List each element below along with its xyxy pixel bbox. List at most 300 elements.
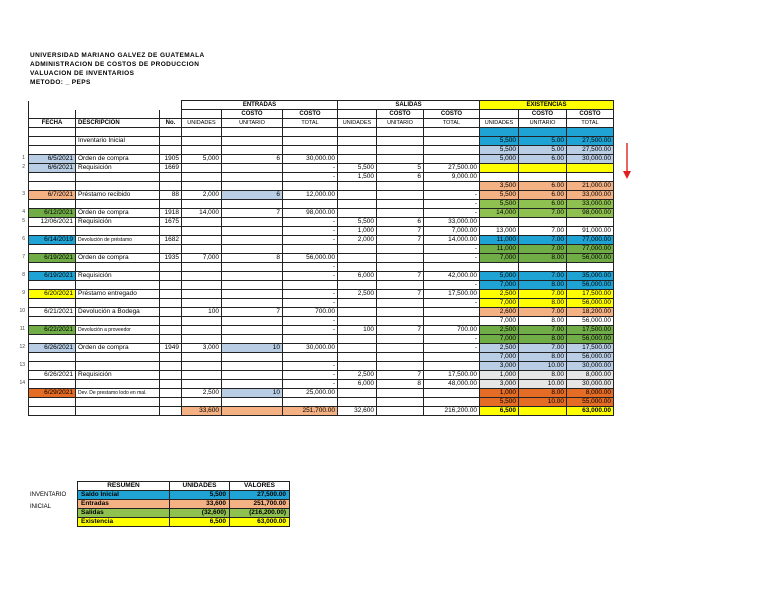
total-existencia-unidades: 6,500: [480, 406, 519, 415]
fecha-cell: 6/7/2021: [29, 190, 76, 199]
title-university: UNIVERSIDAD MARIANO GALVEZ DE GUATEMALA: [30, 52, 205, 59]
entrada-unidades-cell: [182, 316, 222, 325]
row-number: 2: [22, 164, 25, 170]
salida-costo-cell: [377, 181, 424, 190]
descripcion-cell: Requisición: [76, 217, 160, 226]
existencia-unidades-cell: 5,500: [480, 145, 519, 154]
existencia-unidades-cell: [480, 163, 519, 172]
entrada-unidades-cell: 100: [182, 307, 222, 316]
salida-total-cell: [424, 181, 480, 190]
existencia-total-cell: 77,000.00: [567, 244, 614, 253]
salida-total-cell: -: [424, 244, 480, 253]
entrada-total-cell: -: [283, 172, 338, 181]
existencia-unidades-cell: 3,000: [480, 361, 519, 370]
existencia-unidades-cell: 2,600: [480, 307, 519, 316]
existencia-costo-cell: 6.00: [519, 181, 567, 190]
salida-unidades-cell: [338, 298, 377, 307]
fecha-cell: [29, 379, 76, 388]
entrada-unidades-cell: [182, 271, 222, 280]
existencia-total-cell: 30,000.00: [567, 361, 614, 370]
fecha-cell: 6/20/2021: [29, 289, 76, 298]
salida-unidades-cell: 5,500: [338, 217, 377, 226]
entrada-total-cell: -: [283, 262, 338, 271]
entrada-total-cell: -: [283, 271, 338, 280]
entrada-unidades-cell: [182, 361, 222, 370]
entrada-unidades-cell: [182, 397, 222, 406]
no-cell: [160, 226, 182, 235]
existencia-costo-cell: 8.00: [519, 370, 567, 379]
entrada-costo-cell: [222, 361, 283, 370]
descripcion-cell: [76, 145, 160, 154]
entrada-total-cell: -: [283, 235, 338, 244]
down-arrow-icon: [623, 143, 631, 179]
descripcion-header: DESCRIPCION: [76, 119, 160, 128]
table-row: [29, 334, 614, 343]
descripcion-cell: [76, 199, 160, 208]
inventory-table: [28, 100, 614, 416]
entrada-costo-cell: [222, 262, 283, 271]
salida-total-cell: [424, 361, 480, 370]
salida-unidades-cell: 1,000: [338, 226, 377, 235]
salida-costo-cell: [377, 280, 424, 289]
salida-total-cell: [424, 388, 480, 397]
salida-costo-cell: [377, 316, 424, 325]
salida-unidades-cell: [338, 280, 377, 289]
salida-total-cell: [424, 145, 480, 154]
descripcion-cell: Requisición: [76, 370, 160, 379]
row-number: 10: [19, 308, 25, 314]
fecha-cell: [29, 298, 76, 307]
entrada-total-cell: -: [283, 289, 338, 298]
table-row: [29, 172, 614, 181]
existencia-unidades-cell: 2,500: [480, 325, 519, 334]
existencia-costo-cell: 6.00: [519, 199, 567, 208]
entrada-costo-cell: [222, 397, 283, 406]
existencia-total-cell: 98,000.00: [567, 208, 614, 217]
salida-costo-cell: [377, 397, 424, 406]
salida-total-cell: 17,500.00: [424, 289, 480, 298]
salida-total-cell: 700.00: [424, 325, 480, 334]
entrada-unidades-cell: 2,500: [182, 388, 222, 397]
salida-unidades-cell: [338, 136, 377, 145]
no-cell: [160, 397, 182, 406]
row-number: 14: [19, 380, 25, 386]
totals-row: [29, 406, 614, 415]
existencia-costo-cell: 10.00: [519, 361, 567, 370]
fecha-cell: [29, 128, 76, 137]
resumen-row: [78, 518, 290, 527]
no-cell: [160, 262, 182, 271]
salida-total-cell: 9,000.00: [424, 172, 480, 181]
entrada-unidades-cell: [182, 289, 222, 298]
descripcion-cell: [76, 244, 160, 253]
existencia-unidades-cell: 13,000: [480, 226, 519, 235]
salida-total-cell: 33,000.00: [424, 217, 480, 226]
existencia-total-cell: 56,000.00: [567, 253, 614, 262]
fecha-cell: 6/29/2021: [29, 388, 76, 397]
fecha-cell: 6/22/2021: [29, 325, 76, 334]
existencia-total-cell: 18,200.00: [567, 307, 614, 316]
table-row: [29, 217, 614, 226]
table-row: [29, 199, 614, 208]
salidas-header: SALIDAS: [338, 101, 480, 110]
entrada-total-cell: [283, 352, 338, 361]
entrada-unidades-cell: 14,000: [182, 208, 222, 217]
entrada-costo-cell: [222, 352, 283, 361]
descripcion-cell: Devolución de préstamo: [76, 235, 160, 244]
existencia-total-cell: 56,000.00: [567, 280, 614, 289]
resumen-valores-header: VALORES: [230, 482, 290, 491]
table-row: [29, 370, 614, 379]
fecha-cell: 6/21/2021: [29, 307, 76, 316]
table-row: [29, 226, 614, 235]
row-number: 5: [22, 218, 25, 224]
resumen-table: [77, 481, 290, 527]
existencia-total-cell: 77,000.00: [567, 235, 614, 244]
no-cell: [160, 271, 182, 280]
no-cell: 1949: [160, 343, 182, 352]
descripcion-cell: Orden de compra: [76, 253, 160, 262]
no-cell: [160, 370, 182, 379]
table-row: [29, 379, 614, 388]
salida-unidades-cell: [338, 316, 377, 325]
row-number: 12: [19, 344, 25, 350]
entrada-costo-cell: [222, 226, 283, 235]
existencia-costo-cell: 7.00: [519, 343, 567, 352]
salida-unidades-cell: [338, 262, 377, 271]
descripcion-cell: [76, 181, 160, 190]
entrada-unidades-cell: [182, 280, 222, 289]
resumen-unidades: (32,600): [170, 509, 230, 518]
salida-unidades-cell: 100: [338, 325, 377, 334]
salida-total-cell: 17,500.00: [424, 370, 480, 379]
unitario-header: UNITARIO: [222, 119, 283, 128]
no-cell: [160, 379, 182, 388]
table-row: [29, 154, 614, 163]
entrada-unidades-cell: 2,000: [182, 190, 222, 199]
salida-unidades-cell: [338, 128, 377, 137]
table-row: [29, 352, 614, 361]
entrada-unidades-cell: [182, 262, 222, 271]
table-row: [29, 181, 614, 190]
salida-unidades-cell: [338, 343, 377, 352]
no-cell: [160, 325, 182, 334]
fecha-cell: 12/06/2021: [29, 217, 76, 226]
existencia-total-cell: 56,000.00: [567, 352, 614, 361]
salida-costo-cell: [377, 334, 424, 343]
descripcion-cell: [76, 379, 160, 388]
entrada-unidades-cell: [182, 128, 222, 137]
total-salidas-valor: 216,200.00: [424, 406, 480, 415]
table-row: [29, 271, 614, 280]
table-row: [29, 190, 614, 199]
descripcion-cell: Dev. De prestamo lodo en mal.: [76, 388, 160, 397]
salida-total-cell: 14,000.00: [424, 235, 480, 244]
entrada-costo-cell: [222, 163, 283, 172]
entrada-costo-cell: [222, 370, 283, 379]
existencia-unidades-cell: 7,000: [480, 280, 519, 289]
entrada-total-cell: [283, 199, 338, 208]
total-header: TOTAL: [567, 119, 614, 128]
salida-unidades-cell: 6,000: [338, 271, 377, 280]
existencia-costo-cell: 5.00: [519, 145, 567, 154]
table-row: [29, 325, 614, 334]
salida-costo-cell: [377, 388, 424, 397]
resumen-side-label: INVENTARIO: [30, 492, 67, 498]
fecha-cell: [29, 172, 76, 181]
salida-total-cell: -: [424, 199, 480, 208]
entrada-unidades-cell: [182, 136, 222, 145]
fecha-cell: [29, 361, 76, 370]
fecha-cell: [29, 226, 76, 235]
existencia-total-cell: 27,500.00: [567, 145, 614, 154]
salida-unidades-cell: 1,500: [338, 172, 377, 181]
entrada-unidades-cell: 7,000: [182, 253, 222, 262]
salida-costo-cell: 5: [377, 163, 424, 172]
descripcion-cell: [76, 316, 160, 325]
salida-costo-cell: [377, 262, 424, 271]
fecha-header: FECHA: [29, 119, 76, 128]
salida-total-cell: 7,000.00: [424, 226, 480, 235]
entrada-unidades-cell: [182, 172, 222, 181]
salida-unidades-cell: [338, 145, 377, 154]
existencia-unidades-cell: 5,500: [480, 190, 519, 199]
fecha-cell: [29, 334, 76, 343]
no-cell: [160, 145, 182, 154]
no-cell: [160, 172, 182, 181]
existencia-total-cell: 17,500.00: [567, 325, 614, 334]
entrada-costo-cell: 8: [222, 253, 283, 262]
fecha-cell: 6/19/2021: [29, 271, 76, 280]
existencia-total-cell: 33,000.00: [567, 199, 614, 208]
no-cell: [160, 388, 182, 397]
entrada-total-cell: 98,000.00: [283, 208, 338, 217]
entrada-costo-cell: [222, 128, 283, 137]
unidades-header: UNIDADES: [338, 119, 377, 128]
entrada-costo-cell: [222, 280, 283, 289]
salida-total-cell: -: [424, 280, 480, 289]
no-cell: [160, 244, 182, 253]
salida-unidades-cell: [338, 208, 377, 217]
table-row: [29, 280, 614, 289]
salida-unidades-cell: 6,000: [338, 379, 377, 388]
entrada-unidades-cell: [182, 334, 222, 343]
table-row: [29, 208, 614, 217]
table-row: [29, 136, 614, 145]
existencia-total-cell: 8,000.00: [567, 388, 614, 397]
salida-unidades-cell: [338, 361, 377, 370]
salida-costo-cell: 6: [377, 217, 424, 226]
salida-costo-cell: [377, 128, 424, 137]
salida-unidades-cell: [338, 397, 377, 406]
total-entradas-unidades: 33,600: [182, 406, 222, 415]
fecha-cell: [29, 181, 76, 190]
entrada-unidades-cell: [182, 226, 222, 235]
no-cell: [160, 136, 182, 145]
salida-unidades-cell: [338, 154, 377, 163]
table-row: [29, 253, 614, 262]
table-row: [29, 388, 614, 397]
no-cell: [160, 352, 182, 361]
salida-total-cell: -: [424, 343, 480, 352]
descripcion-cell: Orden de compra: [76, 208, 160, 217]
entradas-header: ENTRADAS: [182, 101, 338, 110]
descripcion-cell: Requisición: [76, 163, 160, 172]
existencia-total-cell: 21,000.00: [567, 181, 614, 190]
resumen-title: RESUMEN: [78, 482, 170, 491]
existencia-costo-cell: 8.00: [519, 388, 567, 397]
entrada-total-cell: [283, 334, 338, 343]
salida-total-cell: [424, 154, 480, 163]
existencia-total-cell: 56,000.00: [567, 316, 614, 325]
entrada-total-cell: -: [283, 325, 338, 334]
entrada-costo-cell: [222, 298, 283, 307]
entrada-total-cell: [283, 397, 338, 406]
fecha-cell: 6/14/2019: [29, 235, 76, 244]
existencia-unidades-cell: 11,000: [480, 235, 519, 244]
entrada-unidades-cell: [182, 163, 222, 172]
existencia-unidades-cell: 2,500: [480, 289, 519, 298]
no-header: No.: [160, 119, 182, 128]
descripcion-cell: Inventario Inicial: [76, 136, 160, 145]
descripcion-cell: [76, 334, 160, 343]
no-cell: [160, 199, 182, 208]
entrada-unidades-cell: [182, 352, 222, 361]
descripcion-cell: Préstamo recibido: [76, 190, 160, 199]
no-cell: 1935: [160, 253, 182, 262]
entrada-unidades-cell: [182, 325, 222, 334]
fecha-cell: 6/26/2021: [29, 370, 76, 379]
salida-unidades-cell: [338, 244, 377, 253]
existencia-unidades-cell: [480, 128, 519, 137]
existencia-unidades-cell: 7,000: [480, 316, 519, 325]
table-row: [29, 397, 614, 406]
salida-costo-cell: [377, 190, 424, 199]
existencia-unidades-cell: 7,000: [480, 298, 519, 307]
inventory-body: [29, 128, 614, 407]
existencia-total-cell: 30,000.00: [567, 379, 614, 388]
existencia-costo-cell: 7.00: [519, 289, 567, 298]
salida-total-cell: [424, 307, 480, 316]
unitario-header: UNITARIO: [377, 119, 424, 128]
existencia-total-cell: [567, 128, 614, 137]
descripcion-cell: Orden de compra: [76, 154, 160, 163]
no-cell: [160, 334, 182, 343]
no-cell: [160, 361, 182, 370]
salida-costo-cell: [377, 208, 424, 217]
entrada-total-cell: 12,000.00: [283, 190, 338, 199]
entrada-costo-cell: 6: [222, 154, 283, 163]
descripcion-cell: Devolución a proveedor: [76, 325, 160, 334]
salida-unidades-cell: 5,500: [338, 163, 377, 172]
entrada-unidades-cell: [182, 145, 222, 154]
total-existencia-valor: 63,000.00: [567, 406, 614, 415]
entrada-total-cell: [283, 244, 338, 253]
salida-costo-cell: [377, 352, 424, 361]
existencia-unidades-cell: [480, 172, 519, 181]
salida-unidades-cell: 2,500: [338, 370, 377, 379]
existencia-total-cell: 55,000.00: [567, 397, 614, 406]
entrada-total-cell: -: [283, 226, 338, 235]
no-cell: 1669: [160, 163, 182, 172]
entrada-costo-cell: [222, 199, 283, 208]
title-method: METODO: _ PEPS: [30, 79, 91, 86]
no-cell: 1682: [160, 235, 182, 244]
existencia-unidades-cell: 11,000: [480, 244, 519, 253]
entrada-costo-cell: 7: [222, 208, 283, 217]
salida-unidades-cell: [338, 352, 377, 361]
no-cell: [160, 181, 182, 190]
no-cell: [160, 307, 182, 316]
resumen-label: Salidas: [78, 509, 170, 518]
table-row: [29, 361, 614, 370]
descripcion-cell: [76, 280, 160, 289]
entrada-total-cell: 700.00: [283, 307, 338, 316]
entrada-costo-cell: [222, 316, 283, 325]
existencia-costo-cell: 7.00: [519, 307, 567, 316]
salida-total-cell: -: [424, 190, 480, 199]
entrada-total-cell: -: [283, 316, 338, 325]
entrada-unidades-cell: [182, 379, 222, 388]
descripcion-cell: Orden de compra: [76, 343, 160, 352]
salida-costo-cell: [377, 154, 424, 163]
existencia-total-cell: 17,500.00: [567, 343, 614, 352]
entrada-total-cell: -: [283, 217, 338, 226]
row-number: 1: [22, 155, 25, 161]
costo-header: COSTO: [424, 110, 480, 119]
existencia-total-cell: 35,000.00: [567, 271, 614, 280]
entrada-costo-cell: 6: [222, 190, 283, 199]
entrada-costo-cell: [222, 145, 283, 154]
existencia-unidades-cell: 3,500: [480, 181, 519, 190]
resumen-unidades: 6,500: [170, 518, 230, 527]
row-number: 9: [22, 290, 25, 296]
existencia-unidades-cell: [480, 262, 519, 271]
entrada-costo-cell: [222, 334, 283, 343]
salida-total-cell: [424, 352, 480, 361]
entrada-costo-cell: [222, 181, 283, 190]
existencia-unidades-cell: 5,500: [480, 136, 519, 145]
existencia-costo-cell: 7.00: [519, 325, 567, 334]
fecha-cell: [29, 280, 76, 289]
descripcion-cell: Requisición: [76, 271, 160, 280]
fecha-cell: 6/19/2021: [29, 253, 76, 262]
salida-costo-cell: 6: [377, 172, 424, 181]
no-cell: 1675: [160, 217, 182, 226]
existencia-costo-cell: [519, 172, 567, 181]
no-cell: 88: [160, 190, 182, 199]
existencia-total-cell: 91,000.00: [567, 226, 614, 235]
salida-total-cell: 48,000.00: [424, 379, 480, 388]
fecha-cell: [29, 244, 76, 253]
existencia-costo-cell: 8.00: [519, 280, 567, 289]
entrada-costo-cell: [222, 271, 283, 280]
existencia-total-cell: 27,500.00: [567, 136, 614, 145]
entrada-unidades-cell: [182, 235, 222, 244]
row-number: 4: [22, 209, 25, 215]
salida-unidades-cell: [338, 190, 377, 199]
salida-unidades-cell: [338, 181, 377, 190]
salida-total-cell: [424, 128, 480, 137]
entrada-total-cell: 30,000.00: [283, 154, 338, 163]
fecha-cell: [29, 145, 76, 154]
existencia-costo-cell: [519, 217, 567, 226]
salida-total-cell: [424, 316, 480, 325]
salida-unidades-cell: 2,500: [338, 289, 377, 298]
fecha-cell: [29, 199, 76, 208]
descripcion-cell: [76, 352, 160, 361]
entrada-total-cell: 25,000.00: [283, 388, 338, 397]
